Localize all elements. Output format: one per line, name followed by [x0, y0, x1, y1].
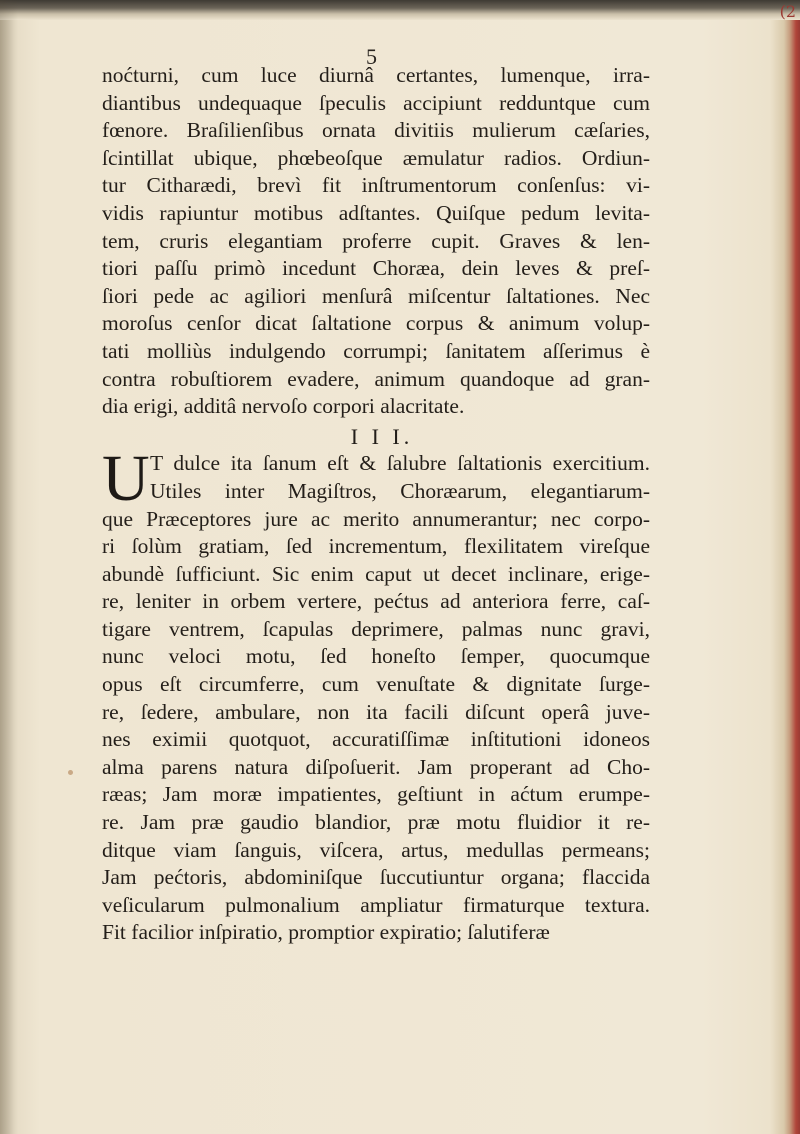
- text-line: tigare ventrem, ſcapulas deprimere, palmas nunc gravi,: [102, 616, 650, 641]
- text-line: vidis rapiuntur motibus adſtantes. Quiſque pedum levita-: [102, 200, 650, 225]
- text-line: re. Jam præ gaudio blandior, præ motu fluidior it re-: [102, 810, 650, 835]
- text-line: ri ſolùm gratiam, ſed incrementum, flexilitatem vireſque: [102, 534, 650, 559]
- text-line: tati molliùs indulgendo corrumpi; ſanitatem aſſerimus è: [102, 338, 650, 363]
- section-heading: I I I.: [350, 423, 414, 449]
- paper-speck: [68, 770, 73, 775]
- text-line: que Præceptores jure ac merito annumerantur; nec corpo-: [102, 506, 650, 531]
- body-text: [102, 62, 650, 947]
- text-line: ſcintillat ubique, phœbeoſque æmulatur radios. Ordiun-: [102, 145, 650, 170]
- text-line: tur Citharædi, brevì fit inſtrumentorum conſenſus: vi-: [102, 173, 650, 198]
- text-line: tiori paſſu primò incedunt Choræa, dein leves & preſ-: [102, 256, 650, 281]
- text-line: Jam pećtoris, abdominiſque ſuccutiuntur organa; flaccida: [102, 865, 650, 890]
- text-line: veſicularum pulmonalium ampliatur firmaturque textura.: [102, 892, 650, 917]
- text-line: contra robuſtiorem evadere, animum quandoque ad gran-: [102, 366, 650, 391]
- spine-shadow: [0, 0, 18, 1134]
- page-number: 5: [366, 44, 377, 69]
- text-line: nes eximii quotquot, accuratiſſimæ inſtitutioni idoneos: [102, 727, 650, 752]
- text-line: abundè ſufficiunt. Sic enim caput ut decet inclinare, erige-: [102, 561, 650, 586]
- drop-cap-initial: U: [102, 442, 150, 516]
- text-line: moroſus cenſor dicat ſaltatione corpus & animum volup-: [102, 311, 650, 336]
- text-line: diantibus undequaque ſpeculis accipiunt redduntque cum: [102, 90, 650, 115]
- text-line: alma parens natura diſpoſuerit. Jam properant ad Cho-: [102, 754, 650, 779]
- paragraph-1: [102, 62, 650, 421]
- text-line: fœnore. Braſilienſibus ornata divitiis mulierum cæſaries,: [102, 118, 650, 143]
- text-line: ditque viam ſanguis, viſcera, artus, medullas permeans;: [102, 837, 650, 862]
- text-line: dia erigi, additâ nervoſo corpori alacritate.: [102, 394, 465, 419]
- text-line: Utiles inter Magiſtros, Choræarum, elegantiarum-: [150, 478, 650, 503]
- text-line: nunc veloci motu, ſed honeſto ſemper, quocumque: [102, 644, 650, 669]
- text-line: Fit facilior inſpiratio, promptior expiratio; ſalutiferæ: [102, 920, 550, 945]
- text-line: noćturni, cum luce diurnâ certantes, lumenque, irra-: [102, 63, 650, 87]
- paragraph-2: [102, 442, 650, 947]
- page-top-edge: [0, 0, 800, 20]
- text-line: re, leniter in orbem vertere, pećtus ad anteriora ferre, caſ-: [102, 589, 650, 614]
- corner-mark: (2: [779, 2, 796, 21]
- text-line: opus eſt circumferre, cum venuſtate & dignitate ſurge-: [102, 672, 650, 697]
- text-line: tem, cruris elegantiam proferre cupit. Graves & len-: [102, 228, 650, 253]
- text-line: re, ſedere, ambulare, non ita facili diſcunt operâ juve-: [102, 699, 650, 724]
- text-line: ræas; Jam moræ impatientes, geſtiunt in aćtum erumpe-: [102, 782, 650, 807]
- text-line: ſiori pede ac agiliori menſurâ miſcentur ſaltationes. Nec: [102, 283, 650, 308]
- paragraph-2-lines: [102, 442, 650, 947]
- text-line: T dulce ita ſanum eſt & ſalubre ſaltationis exercitium.: [150, 451, 650, 476]
